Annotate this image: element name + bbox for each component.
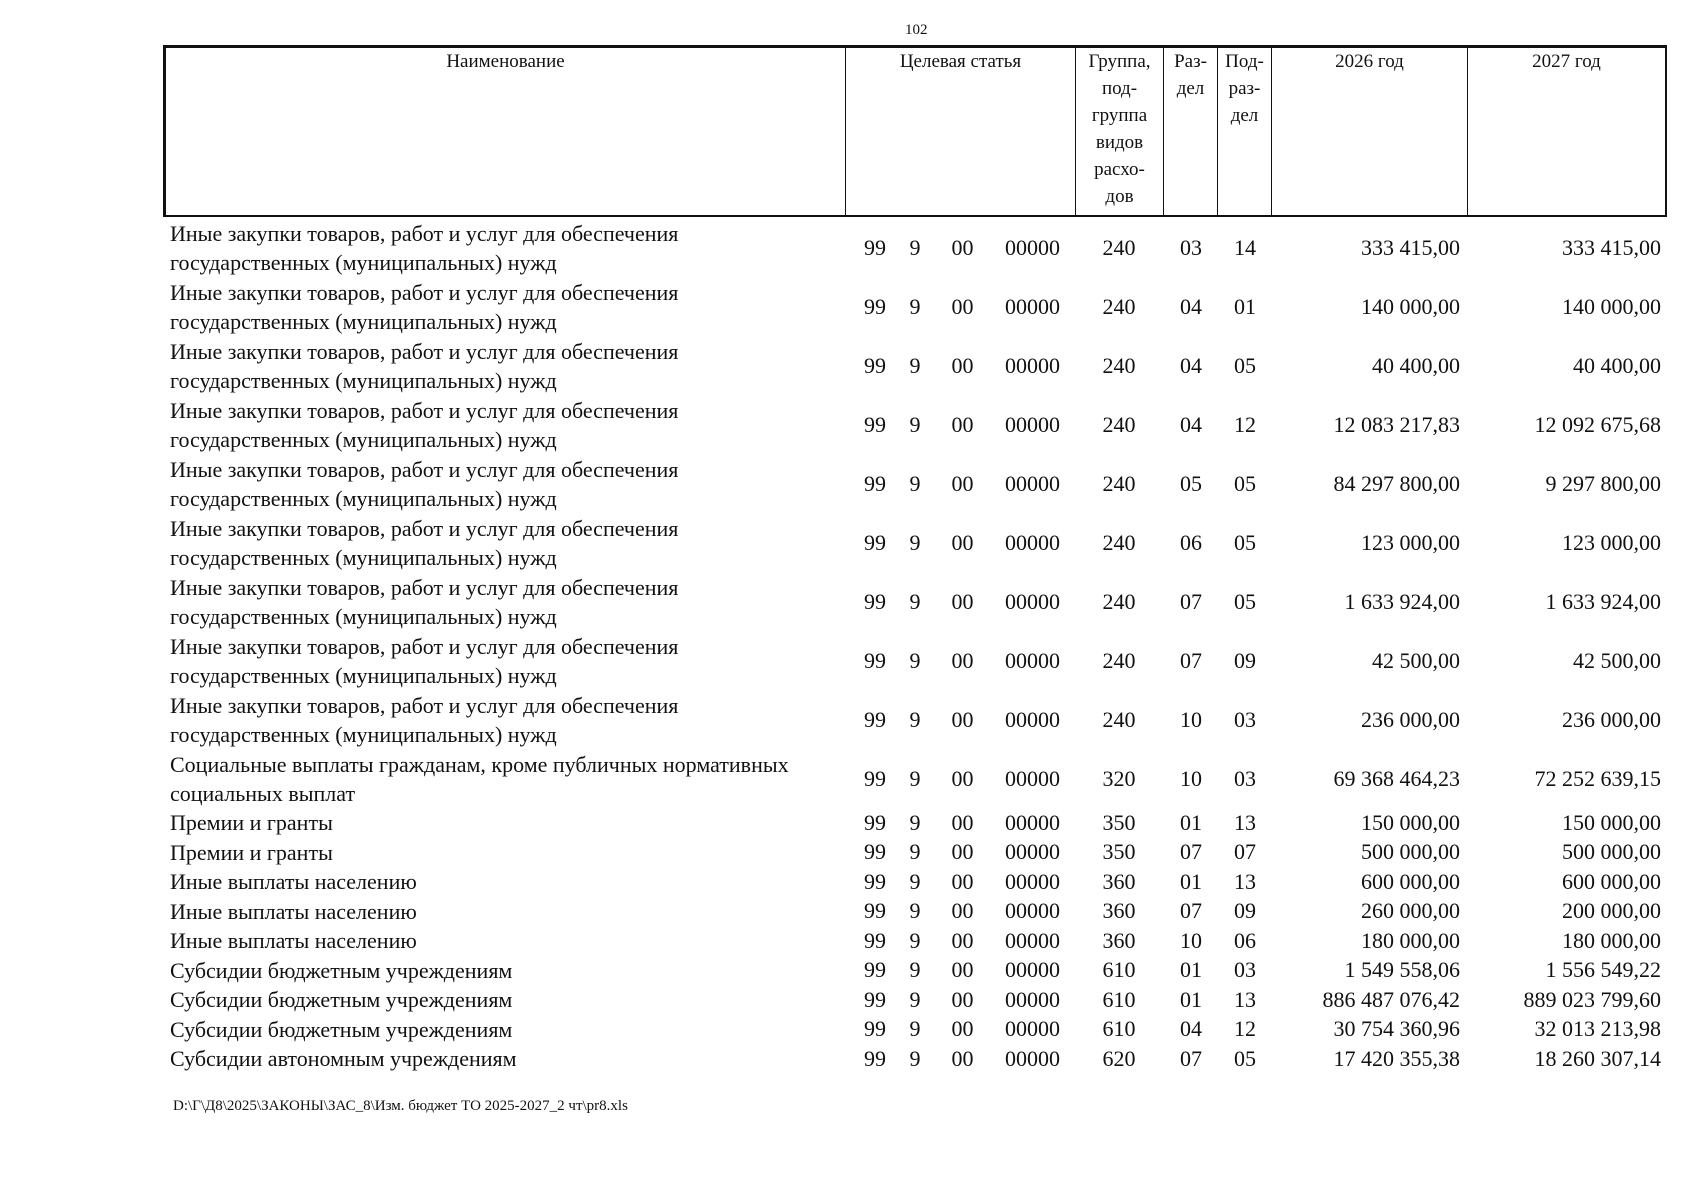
cell-name bbox=[165, 278, 845, 336]
cell-expense-group: 610 bbox=[1102, 986, 1136, 1012]
cell-name-line: Премии и гранты bbox=[170, 810, 333, 836]
header-group-line: видов bbox=[1095, 132, 1144, 153]
cell-expense-group: 240 bbox=[1102, 706, 1136, 732]
cell-subsection: 09 bbox=[1234, 647, 1256, 673]
cell-amount-2026: 12 083 217,83 bbox=[1333, 411, 1460, 437]
code-program: 99 bbox=[864, 898, 886, 924]
cell-amount-2027: 200 000,00 bbox=[1562, 898, 1661, 924]
cell-subsection: 05 bbox=[1234, 588, 1256, 614]
cell-amount-2026: 886 487 076,42 bbox=[1322, 986, 1460, 1012]
cell-subsection: 05 bbox=[1234, 1045, 1256, 1071]
code-subprogram: 9 bbox=[909, 234, 921, 260]
cell-name-line: государственных (муниципальных) нужд bbox=[170, 308, 557, 334]
code-program: 99 bbox=[864, 868, 886, 894]
code-subprogram: 9 bbox=[909, 588, 921, 614]
code-direction: 00 bbox=[951, 986, 974, 1012]
header-group-line: группа bbox=[1091, 105, 1148, 126]
code-program: 99 bbox=[864, 809, 886, 835]
code-subprogram: 9 bbox=[909, 927, 921, 953]
cell-name-line: государственных (муниципальных) нужд bbox=[170, 367, 557, 393]
cell-amount-2026: 69 368 464,23 bbox=[1333, 765, 1460, 791]
code-subprogram: 9 bbox=[909, 352, 921, 378]
code-program: 99 bbox=[864, 986, 886, 1012]
code-number: 00000 bbox=[1005, 470, 1060, 496]
code-program: 99 bbox=[864, 293, 886, 319]
table-body bbox=[165, 218, 1665, 1074]
cell-name-line: Иные закупки товаров, работ и услуг для обеспечения bbox=[170, 515, 679, 541]
code-subprogram: 9 bbox=[909, 1016, 921, 1042]
cell-amount-2026: 42 500,00 bbox=[1372, 647, 1460, 673]
code-number: 00000 bbox=[1005, 352, 1060, 378]
code-subprogram: 9 bbox=[909, 957, 921, 983]
cell-name bbox=[165, 455, 845, 513]
cell-name bbox=[165, 1044, 845, 1073]
header-subsection-line: Под- bbox=[1225, 51, 1264, 72]
code-subprogram: 9 bbox=[909, 1045, 921, 1071]
code-subprogram: 9 bbox=[909, 706, 921, 732]
code-program: 99 bbox=[864, 647, 886, 673]
cell-name-line: Иные закупки товаров, работ и услуг для обеспечения bbox=[170, 633, 679, 659]
code-direction: 00 bbox=[951, 898, 974, 924]
cell-expense-group: 240 bbox=[1102, 293, 1136, 319]
table-row bbox=[165, 336, 1665, 395]
cell-amount-2026: 1 549 558,06 bbox=[1344, 957, 1460, 983]
header-group bbox=[1076, 48, 1164, 216]
cell-section: 10 bbox=[1180, 765, 1202, 791]
cell-name bbox=[165, 573, 845, 631]
footer-file-path: D:\Г\Д8\2025\ЗАКОНЫ\ЗАС_8\Изм. бюджет ТО 2025-2027_2 чт\pr8.xls bbox=[173, 1098, 628, 1114]
code-number: 00000 bbox=[1005, 706, 1060, 732]
cell-section: 07 bbox=[1180, 647, 1202, 673]
cell-amount-2027: 500 000,00 bbox=[1562, 839, 1661, 865]
cell-section: 04 bbox=[1180, 293, 1202, 319]
cell-name bbox=[165, 691, 845, 749]
cell-name-line: Премии и гранты bbox=[170, 839, 333, 865]
header-subsection bbox=[1218, 48, 1272, 216]
cell-section: 07 bbox=[1180, 588, 1202, 614]
code-number: 00000 bbox=[1005, 765, 1060, 791]
code-program: 99 bbox=[864, 1016, 886, 1042]
cell-section: 07 bbox=[1180, 1045, 1202, 1071]
cell-amount-2027: 1 556 549,22 bbox=[1545, 957, 1661, 983]
code-program: 99 bbox=[864, 529, 886, 555]
cell-name bbox=[165, 956, 845, 985]
cell-expense-group: 240 bbox=[1102, 529, 1136, 555]
cell-expense-group: 240 bbox=[1102, 411, 1136, 437]
cell-section: 03 bbox=[1180, 234, 1202, 260]
code-program: 99 bbox=[864, 588, 886, 614]
cell-section: 06 bbox=[1180, 529, 1202, 555]
cell-section: 01 bbox=[1180, 809, 1202, 835]
cell-amount-2026: 260 000,00 bbox=[1361, 898, 1460, 924]
header-year-2027: 2027 год bbox=[1468, 48, 1666, 216]
cell-amount-2026: 123 000,00 bbox=[1361, 529, 1460, 555]
cell-name-line: Субсидии бюджетным учреждениям bbox=[170, 957, 513, 983]
code-program: 99 bbox=[864, 957, 886, 983]
code-number: 00000 bbox=[1005, 647, 1060, 673]
cell-subsection: 03 bbox=[1234, 706, 1256, 732]
cell-amount-2027: 72 252 639,15 bbox=[1534, 765, 1661, 791]
cell-expense-group: 240 bbox=[1102, 470, 1136, 496]
code-number: 00000 bbox=[1005, 809, 1060, 835]
cell-name-line: Субсидии бюджетным учреждениям bbox=[170, 987, 513, 1013]
cell-name bbox=[165, 396, 845, 454]
code-program: 99 bbox=[864, 765, 886, 791]
cell-section: 04 bbox=[1180, 411, 1202, 437]
cell-name-line: Иные закупки товаров, работ и услуг для обеспечения bbox=[170, 456, 679, 482]
cell-expense-group: 350 bbox=[1102, 839, 1136, 865]
cell-name-line: государственных (муниципальных) нужд bbox=[170, 249, 557, 275]
cell-amount-2026: 600 000,00 bbox=[1361, 868, 1460, 894]
header-section bbox=[1164, 48, 1218, 216]
cell-name-line: Иные закупки товаров, работ и услуг для обеспечения bbox=[170, 574, 679, 600]
code-subprogram: 9 bbox=[909, 411, 921, 437]
cell-subsection: 07 bbox=[1234, 839, 1256, 865]
code-subprogram: 9 bbox=[909, 529, 921, 555]
cell-subsection: 05 bbox=[1234, 529, 1256, 555]
cell-name bbox=[165, 897, 845, 926]
table-row bbox=[165, 1044, 1665, 1074]
code-program: 99 bbox=[864, 352, 886, 378]
code-number: 00000 bbox=[1005, 411, 1060, 437]
code-number: 00000 bbox=[1005, 588, 1060, 614]
table-row bbox=[165, 277, 1665, 336]
cell-amount-2026: 150 000,00 bbox=[1361, 809, 1460, 835]
cell-name-line: государственных (муниципальных) нужд bbox=[170, 662, 557, 688]
code-subprogram: 9 bbox=[909, 868, 921, 894]
cell-name bbox=[165, 808, 845, 837]
cell-subsection: 12 bbox=[1234, 411, 1256, 437]
header-subsection-line: раз- bbox=[1228, 78, 1261, 99]
cell-name bbox=[165, 985, 845, 1014]
table-row bbox=[165, 985, 1665, 1015]
code-direction: 00 bbox=[951, 234, 974, 260]
code-direction: 00 bbox=[951, 352, 974, 378]
cell-name-line: социальных выплат bbox=[170, 780, 356, 806]
cell-section: 10 bbox=[1180, 927, 1202, 953]
cell-section: 10 bbox=[1180, 706, 1202, 732]
cell-subsection: 12 bbox=[1234, 1016, 1256, 1042]
header-target: Целевая статья bbox=[846, 48, 1076, 216]
cell-name bbox=[165, 750, 845, 808]
code-number: 00000 bbox=[1005, 868, 1060, 894]
header-subsection-line: дел bbox=[1230, 105, 1259, 126]
cell-expense-group: 610 bbox=[1102, 957, 1136, 983]
cell-expense-group: 240 bbox=[1102, 588, 1136, 614]
cell-subsection: 06 bbox=[1234, 927, 1256, 953]
code-direction: 00 bbox=[951, 1016, 974, 1042]
code-subprogram: 9 bbox=[909, 470, 921, 496]
table-row bbox=[165, 572, 1665, 631]
cell-subsection: 14 bbox=[1234, 234, 1256, 260]
table-row bbox=[165, 956, 1665, 986]
cell-amount-2027: 42 500,00 bbox=[1573, 647, 1661, 673]
cell-subsection: 13 bbox=[1234, 868, 1256, 894]
cell-section: 05 bbox=[1180, 470, 1202, 496]
cell-amount-2027: 32 013 213,98 bbox=[1534, 1016, 1661, 1042]
cell-expense-group: 240 bbox=[1102, 352, 1136, 378]
code-direction: 00 bbox=[951, 809, 974, 835]
table-row bbox=[165, 867, 1665, 897]
code-direction: 00 bbox=[951, 293, 974, 319]
header-section-line: Раз- bbox=[1174, 51, 1207, 72]
cell-subsection: 05 bbox=[1234, 470, 1256, 496]
cell-subsection: 03 bbox=[1234, 957, 1256, 983]
cell-name-line: государственных (муниципальных) нужд bbox=[170, 721, 557, 747]
cell-name-line: Социальные выплаты гражданам, кроме публичных нормативных bbox=[170, 751, 789, 777]
cell-name-line: Иные закупки товаров, работ и услуг для обеспечения bbox=[170, 338, 679, 364]
cell-amount-2027: 123 000,00 bbox=[1562, 529, 1661, 555]
cell-section: 01 bbox=[1180, 986, 1202, 1012]
cell-expense-group: 360 bbox=[1102, 868, 1136, 894]
cell-name-line: государственных (муниципальных) нужд bbox=[170, 485, 557, 511]
table-row bbox=[165, 454, 1665, 513]
cell-name bbox=[165, 337, 845, 395]
table-row bbox=[165, 690, 1665, 749]
cell-amount-2027: 18 260 307,14 bbox=[1534, 1045, 1661, 1071]
cell-amount-2026: 236 000,00 bbox=[1361, 706, 1460, 732]
cell-amount-2026: 180 000,00 bbox=[1361, 927, 1460, 953]
cell-expense-group: 610 bbox=[1102, 1016, 1136, 1042]
cell-expense-group: 320 bbox=[1102, 765, 1136, 791]
header-group-line: под- bbox=[1101, 78, 1138, 99]
code-program: 99 bbox=[864, 470, 886, 496]
code-direction: 00 bbox=[951, 839, 974, 865]
header-year-2026: 2026 год bbox=[1272, 48, 1468, 216]
cell-name-line: Иные закупки товаров, работ и услуг для обеспечения bbox=[170, 397, 679, 423]
code-program: 99 bbox=[864, 927, 886, 953]
cell-name-line: Иные закупки товаров, работ и услуг для обеспечения bbox=[170, 220, 679, 246]
cell-section: 04 bbox=[1180, 1016, 1202, 1042]
table-row bbox=[165, 838, 1665, 868]
cell-amount-2026: 30 754 360,96 bbox=[1333, 1016, 1460, 1042]
table-row bbox=[165, 218, 1665, 277]
cell-name-line: Иные закупки товаров, работ и услуг для обеспечения bbox=[170, 692, 679, 718]
code-subprogram: 9 bbox=[909, 898, 921, 924]
cell-subsection: 05 bbox=[1234, 352, 1256, 378]
code-direction: 00 bbox=[951, 1045, 974, 1071]
code-direction: 00 bbox=[951, 470, 974, 496]
code-number: 00000 bbox=[1005, 898, 1060, 924]
code-subprogram: 9 bbox=[909, 765, 921, 791]
cell-amount-2027: 9 297 800,00 bbox=[1545, 470, 1661, 496]
table-row bbox=[165, 395, 1665, 454]
cell-expense-group: 350 bbox=[1102, 809, 1136, 835]
cell-amount-2027: 889 023 799,60 bbox=[1523, 986, 1661, 1012]
code-subprogram: 9 bbox=[909, 839, 921, 865]
code-subprogram: 9 bbox=[909, 293, 921, 319]
code-program: 99 bbox=[864, 411, 886, 437]
header-section-line: дел bbox=[1176, 78, 1205, 99]
cell-name-line: государственных (муниципальных) нужд bbox=[170, 603, 557, 629]
cell-expense-group: 360 bbox=[1102, 927, 1136, 953]
cell-subsection: 01 bbox=[1234, 293, 1256, 319]
cell-name-line: Иные закупки товаров, работ и услуг для обеспечения bbox=[170, 279, 679, 305]
code-direction: 00 bbox=[951, 529, 974, 555]
cell-name-line: Иные выплаты населению bbox=[170, 928, 417, 954]
code-number: 00000 bbox=[1005, 293, 1060, 319]
table-row bbox=[165, 926, 1665, 956]
cell-amount-2026: 500 000,00 bbox=[1361, 839, 1460, 865]
table-row bbox=[165, 631, 1665, 690]
header-group-line: Группа, bbox=[1088, 51, 1151, 72]
cell-amount-2026: 40 400,00 bbox=[1372, 352, 1460, 378]
cell-section: 04 bbox=[1180, 352, 1202, 378]
code-number: 00000 bbox=[1005, 927, 1060, 953]
code-direction: 00 bbox=[951, 868, 974, 894]
cell-name-line: Субсидии автономным учреждениям bbox=[170, 1046, 517, 1072]
cell-name bbox=[165, 1015, 845, 1044]
cell-amount-2026: 1 633 924,00 bbox=[1344, 588, 1460, 614]
cell-amount-2027: 600 000,00 bbox=[1562, 868, 1661, 894]
code-direction: 00 bbox=[951, 706, 974, 732]
code-direction: 00 bbox=[951, 765, 974, 791]
code-number: 00000 bbox=[1005, 1045, 1060, 1071]
cell-name-line: Субсидии бюджетным учреждениям bbox=[170, 1016, 513, 1042]
cell-subsection: 13 bbox=[1234, 986, 1256, 1012]
code-direction: 00 bbox=[951, 927, 974, 953]
cell-section: 01 bbox=[1180, 868, 1202, 894]
cell-name bbox=[165, 926, 845, 955]
cell-section: 07 bbox=[1180, 839, 1202, 865]
cell-amount-2027: 40 400,00 bbox=[1573, 352, 1661, 378]
code-number: 00000 bbox=[1005, 957, 1060, 983]
cell-amount-2026: 140 000,00 bbox=[1361, 293, 1460, 319]
cell-amount-2026: 84 297 800,00 bbox=[1333, 470, 1460, 496]
cell-name-line: государственных (муниципальных) нужд bbox=[170, 544, 557, 570]
code-program: 99 bbox=[864, 1045, 886, 1071]
cell-amount-2026: 333 415,00 bbox=[1361, 234, 1460, 260]
page-number: 102 bbox=[905, 22, 928, 38]
code-program: 99 bbox=[864, 839, 886, 865]
code-subprogram: 9 bbox=[909, 986, 921, 1012]
code-number: 00000 bbox=[1005, 986, 1060, 1012]
code-number: 00000 bbox=[1005, 839, 1060, 865]
table-row bbox=[165, 808, 1665, 838]
table-header bbox=[165, 47, 1666, 216]
cell-name bbox=[165, 514, 845, 572]
cell-amount-2027: 12 092 675,68 bbox=[1534, 411, 1661, 437]
table-row bbox=[165, 513, 1665, 572]
code-direction: 00 bbox=[951, 588, 974, 614]
code-number: 00000 bbox=[1005, 529, 1060, 555]
cell-amount-2027: 150 000,00 bbox=[1562, 809, 1661, 835]
cell-expense-group: 240 bbox=[1102, 234, 1136, 260]
header-name: Наименование bbox=[166, 48, 846, 216]
cell-amount-2027: 1 633 924,00 bbox=[1545, 588, 1661, 614]
code-subprogram: 9 bbox=[909, 647, 921, 673]
cell-amount-2027: 333 415,00 bbox=[1562, 234, 1661, 260]
code-program: 99 bbox=[864, 234, 886, 260]
cell-name bbox=[165, 632, 845, 690]
header-group-line: дов bbox=[1105, 186, 1134, 207]
code-subprogram: 9 bbox=[909, 809, 921, 835]
cell-name-line: Иные выплаты населению bbox=[170, 898, 417, 924]
cell-section: 07 bbox=[1180, 898, 1202, 924]
table-row bbox=[165, 897, 1665, 927]
cell-amount-2027: 140 000,00 bbox=[1562, 293, 1661, 319]
cell-expense-group: 620 bbox=[1102, 1045, 1136, 1071]
cell-name bbox=[165, 867, 845, 896]
header-group-line: расхо- bbox=[1094, 159, 1145, 180]
cell-subsection: 03 bbox=[1234, 765, 1256, 791]
cell-section: 01 bbox=[1180, 957, 1202, 983]
cell-amount-2027: 236 000,00 bbox=[1562, 706, 1661, 732]
code-number: 00000 bbox=[1005, 1016, 1060, 1042]
cell-name bbox=[165, 219, 845, 277]
table-row bbox=[165, 749, 1665, 808]
cell-subsection: 09 bbox=[1234, 898, 1256, 924]
cell-subsection: 13 bbox=[1234, 809, 1256, 835]
cell-name-line: государственных (муниципальных) нужд bbox=[170, 426, 557, 452]
code-program: 99 bbox=[864, 706, 886, 732]
cell-name bbox=[165, 838, 845, 867]
cell-amount-2027: 180 000,00 bbox=[1562, 927, 1661, 953]
code-direction: 00 bbox=[951, 957, 974, 983]
code-direction: 00 bbox=[951, 647, 974, 673]
cell-expense-group: 360 bbox=[1102, 898, 1136, 924]
cell-name-line: Иные выплаты населению bbox=[170, 869, 417, 895]
code-direction: 00 bbox=[951, 411, 974, 437]
cell-expense-group: 240 bbox=[1102, 647, 1136, 673]
table-row bbox=[165, 1015, 1665, 1045]
code-number: 00000 bbox=[1005, 234, 1060, 260]
cell-amount-2026: 17 420 355,38 bbox=[1333, 1045, 1460, 1071]
